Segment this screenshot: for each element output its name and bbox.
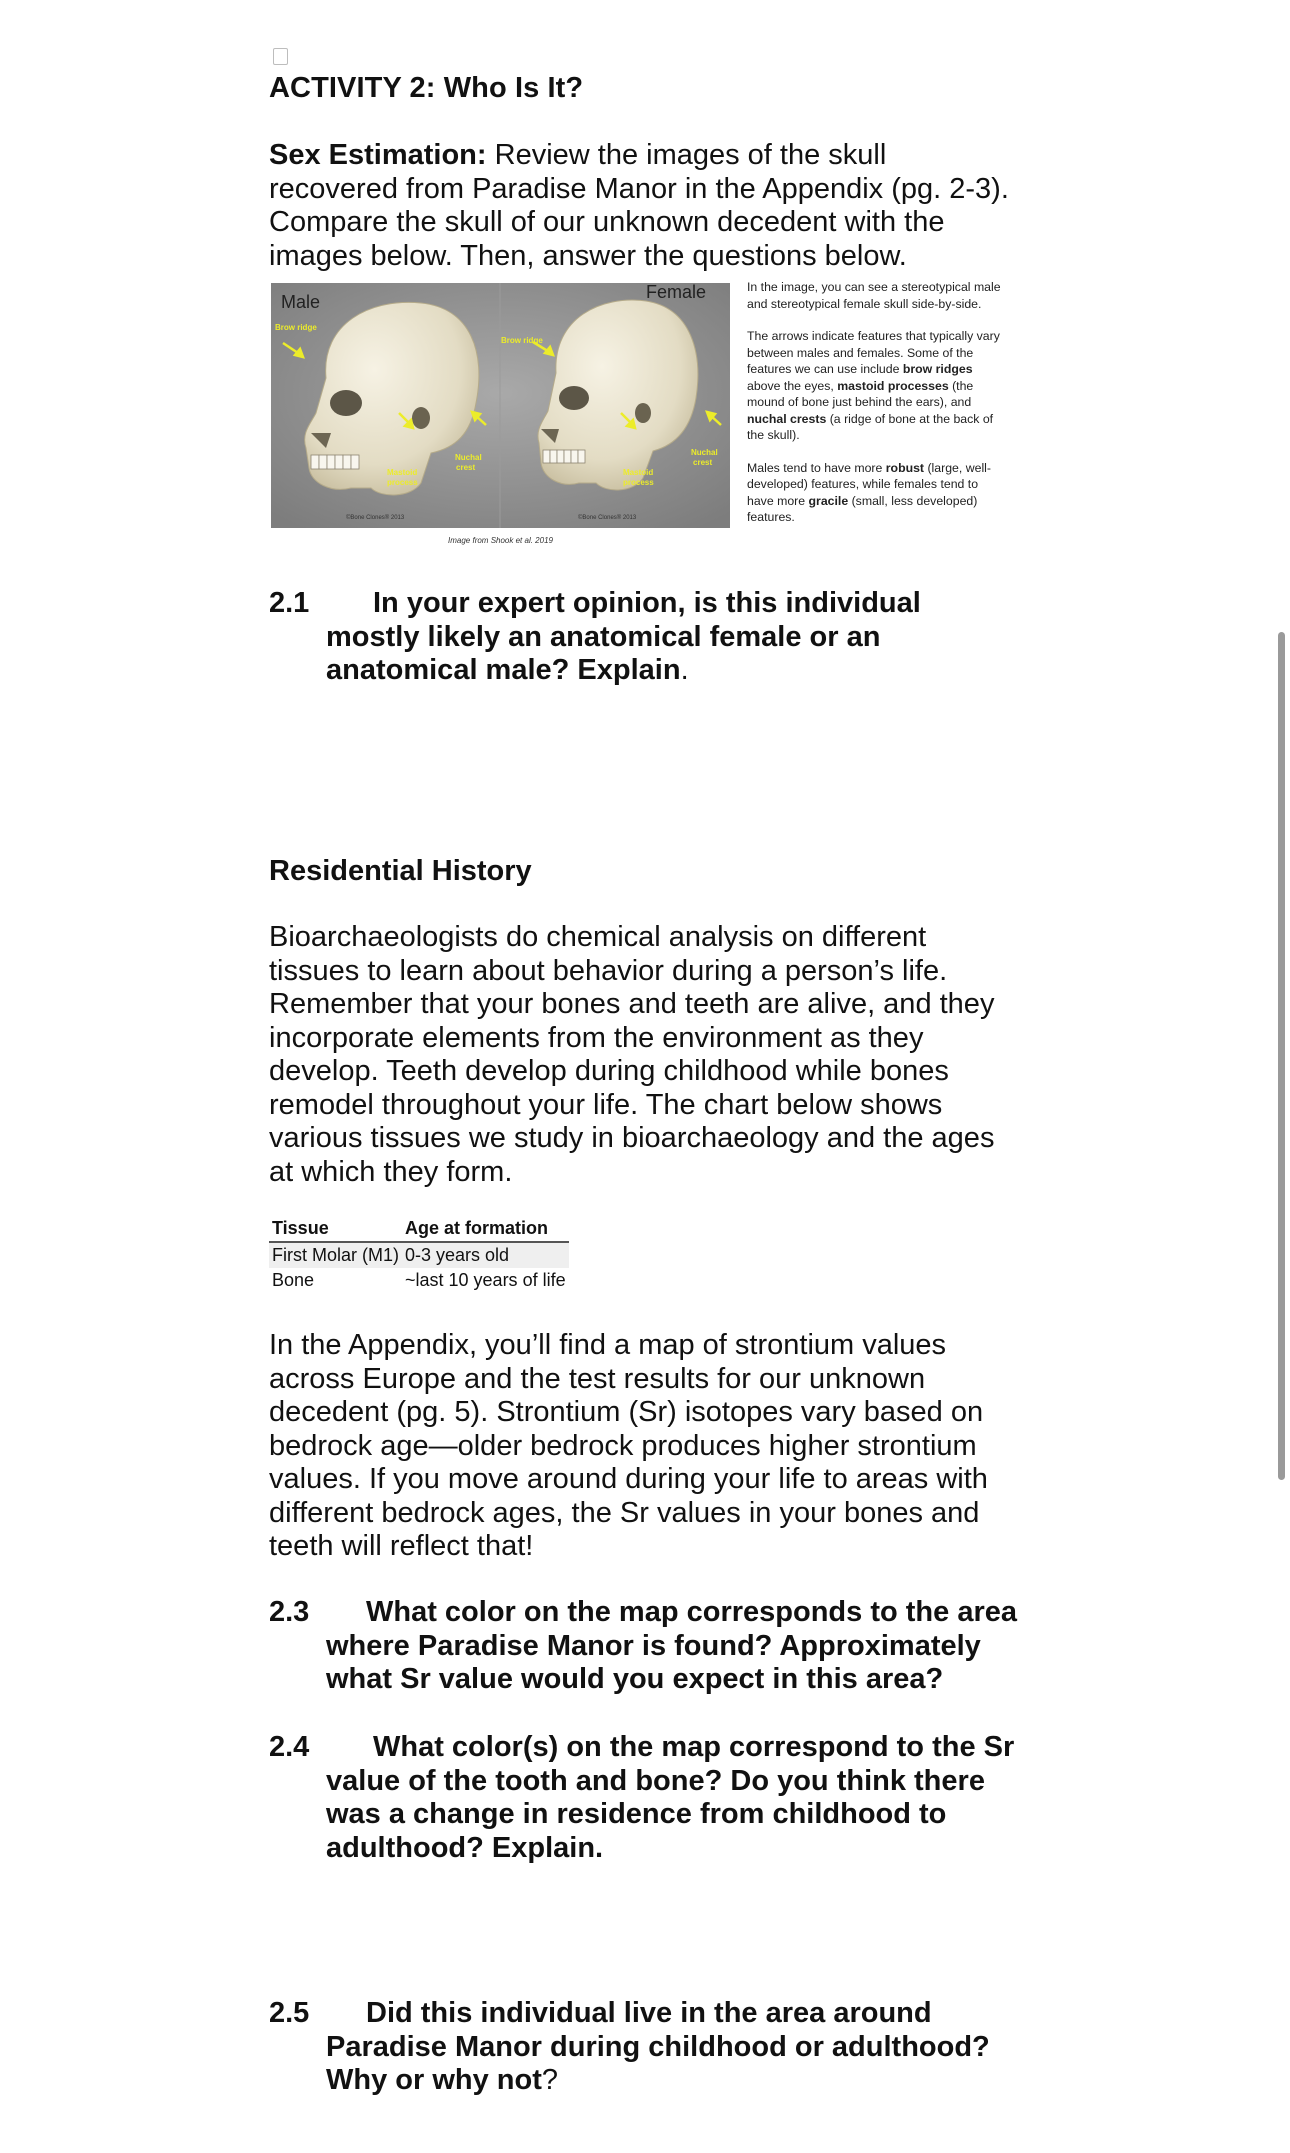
question-number: 2.3 (269, 1596, 310, 1628)
male-label: Male (281, 292, 321, 312)
male-crest-label: crest (456, 463, 476, 472)
table-row: First Molar (M1) 0-3 years old (269, 1242, 569, 1268)
skull-comparison-image (271, 283, 730, 528)
male-mastoid-label: Mastoid (387, 468, 418, 477)
female-crest-label: crest (693, 458, 713, 467)
table-header-row (269, 1218, 569, 1242)
checkbox[interactable] (273, 48, 288, 65)
question-number: 2.1 (269, 587, 310, 619)
female-nuchal-label: Nuchal (691, 448, 718, 457)
table-row: Bone ~last 10 years of life (272, 1270, 566, 1290)
question-2-5: 2.5 Did this individual live in the area around Paradise Manor during childhood or adulthood? Why or why not? (269, 1997, 990, 2096)
male-nuchal-label: Nuchal (455, 453, 482, 462)
male-copyright: ©Bone Clones® 2013 (346, 515, 405, 521)
figure-caption: Image from Shook et al. 2019 (448, 536, 553, 545)
sex-estimation-label: Sex Estimation: (269, 139, 487, 171)
female-brow-ridge-label: Brow ridge (501, 336, 543, 345)
activity-title: ACTIVITY 2: Who Is It? (269, 72, 584, 104)
sex-estimation-paragraph: Sex Estimation: Review the images of the skull recovered from Paradise Manor in the Appendix (pg. 2-3). Compare the skull of our unknown decedent with the images below. Then, answer the questions below. (269, 139, 1009, 272)
male-process-label: process (387, 478, 418, 487)
tissue-table (269, 1218, 569, 1293)
female-process-label: process (623, 478, 654, 487)
question-2-3: 2.3 What color on the map corresponds to the area where Paradise Manor is found? Approximately what Sr value would you expect in this area? (269, 1596, 1017, 1695)
female-mastoid-label: Mastoid (623, 468, 654, 477)
question-number: 2.4 (269, 1731, 310, 1763)
question-number: 2.5 (269, 1997, 310, 2029)
question-2-4: 2.4 What color(s) on the map correspond to the Sr value of the tooth and bone? Do you think there was a change in residence from childhood to adulthood? Explain. (269, 1731, 1015, 1864)
residential-paragraph: Bioarchaeologists do chemical analysis on different tissues to learn about behavior during a person’s life. Remember that your bones and teeth are alive, and they incorporate elements from the environment as they develop. Teeth develop during childhood while bones remodel throughout your life. The chart below shows various tissues we study in bioarchaeology and the ages at which they form. (269, 921, 995, 1188)
female-copyright: ©Bone Clones® 2013 (578, 515, 637, 521)
appendix-paragraph: In the Appendix, you’ll find a map of strontium values across Europe and the test results for our unknown decedent (pg. 5). Strontium (Sr) isotopes vary based on bedrock age—older bedrock produces higher strontium values. If you move around during your life to areas with different bedrock ages, the Sr values in your bones and teeth will reflect that! (269, 1329, 988, 1562)
figure-side-note: In the image, you can see a stereotypical male and stereotypical female skull side-by-side. The arrows indicate features that typically vary between males and females. Some of the features we can use include brow ridges above the eyes, mastoid processes (the mound of bone just behind the ears), and nuchal crests (a ridge of bone at the back of the skull). Males tend to have more robust (large, well-developed) features, while females tend to have more gracile (small, less developed) features. (747, 280, 1001, 524)
table-header-age: Age at formation (402, 1218, 569, 1242)
table-header-tissue: Tissue (269, 1218, 402, 1242)
question-2-1: 2.1 In your expert opinion, is this individual mostly likely an anatomical female or an anatomical male? Explain. (269, 587, 921, 686)
female-label: Female (646, 283, 707, 302)
residential-history-heading: Residential History (269, 855, 532, 887)
vertical-scrollbar[interactable] (1278, 632, 1285, 1480)
male-brow-ridge-label: Brow ridge (275, 323, 317, 332)
